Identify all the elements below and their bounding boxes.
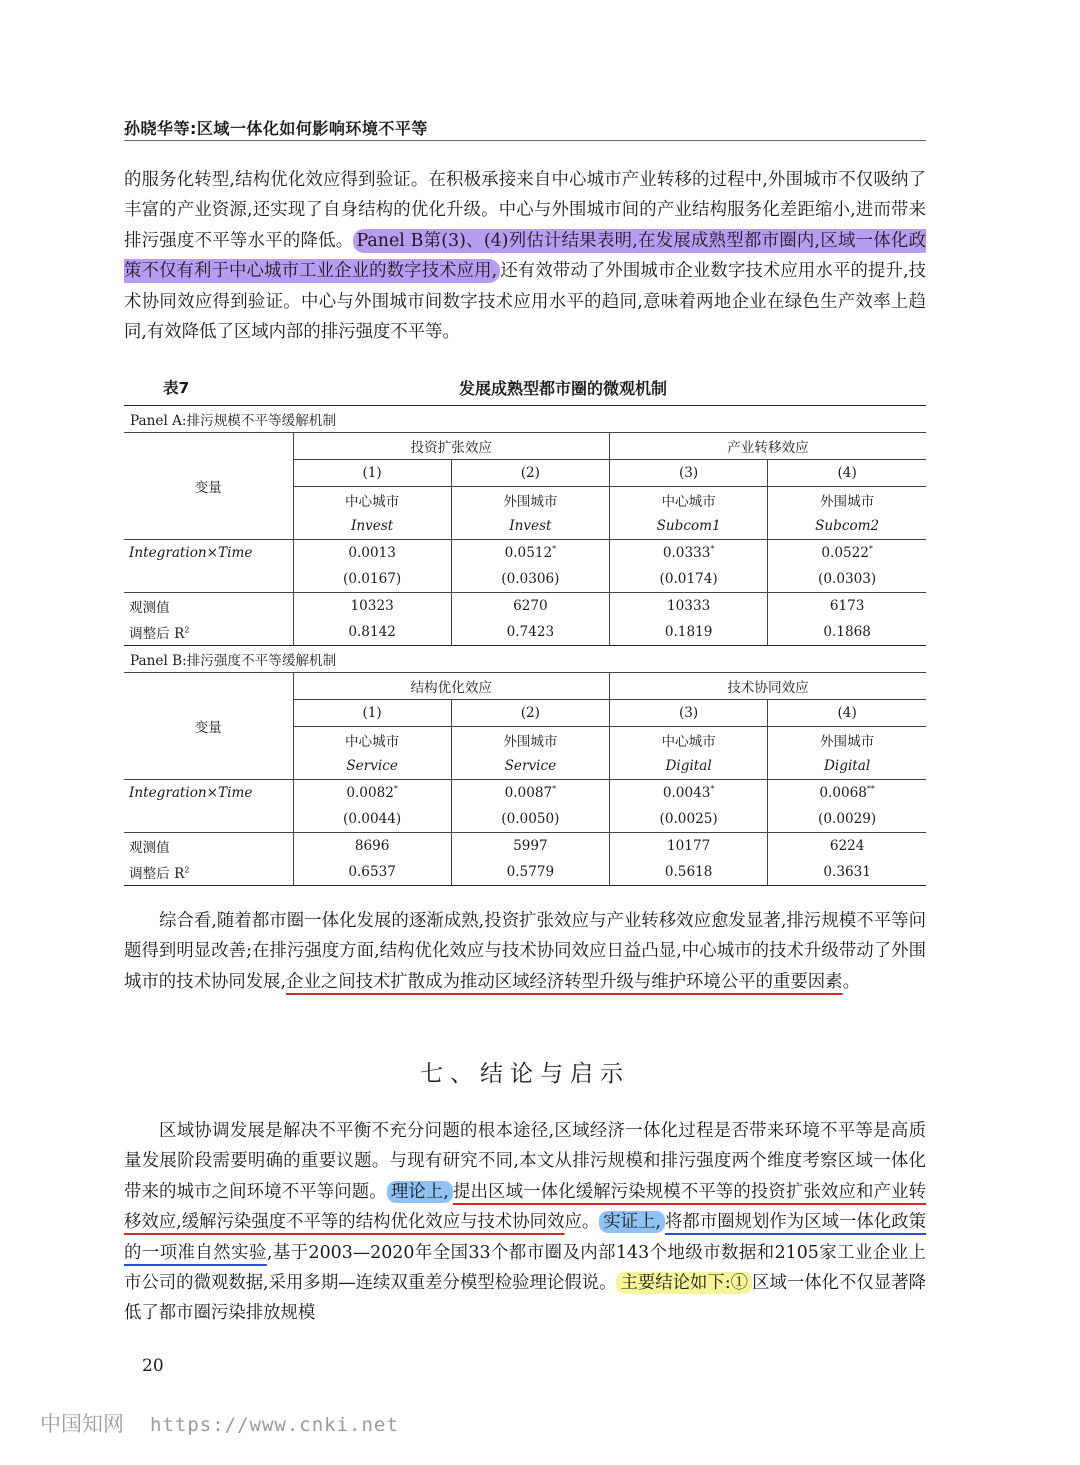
standard-error: (0.0025)	[610, 806, 768, 833]
variable-header: 变量	[124, 673, 293, 780]
para1-text-b: 还有效带动了外围城市企业数字技术应用水平的提升,技术协同效应得到验证。中心与外围城市间数字技术应用水平的趋同,意味着两地企业在绿色生产效率上趋同,有效降低了区域内部的排污强度不平等。	[124, 261, 927, 343]
purple-highlight: Panel B第(3)、(4)列估计结果表明,在发展成熟型都市圈内,区域一体化政策不仅有利于中心城市工业企业的数字技术应用,	[124, 230, 926, 282]
dependent-variable: Digital	[610, 753, 768, 780]
column-number: (3)	[610, 460, 768, 487]
significance-stars: *	[868, 544, 873, 554]
row-label-interaction: Integration×Time	[124, 780, 293, 807]
coef-value: 0.0087	[504, 785, 553, 801]
table-title: 发展成熟型都市圈的微观机制	[458, 379, 667, 398]
running-head: 孙晓华等:区域一体化如何影响环境不平等	[124, 119, 428, 138]
red-underline-annotation: 企业之间技术扩散成为推动区域经济转型升级与维护环境公平的重要因素	[286, 971, 843, 992]
table-label: 表7	[163, 379, 190, 397]
city-type: 中心城市	[293, 727, 451, 754]
blue-underline-annotation: 将都市圈规划作为区域一体化政策的一项准自然实验	[124, 1212, 926, 1263]
para2-text-b: 。	[842, 971, 860, 992]
dependent-variable: Invest	[293, 513, 451, 540]
observations: 6173	[768, 593, 926, 620]
header-rule	[124, 140, 926, 141]
para3-text-a: 区域协调发展是解决不平衡不充分问题的根本途径,区域经济一体化过程是否带来环境不平等是高质量发展阶段需要明确的重要议题。与现有研究不同,本文从排污规模和排污强度两个维度考察区域一体化带来的城市之间环境不平等问题。	[124, 1121, 926, 1202]
column-number: (3)	[610, 700, 768, 727]
results-table	[124, 405, 926, 886]
adjusted-r2: 0.5618	[610, 859, 768, 886]
adjusted-r2: 0.8142	[293, 619, 451, 646]
cnki-watermark	[40, 1408, 399, 1438]
row-label-adj-r2	[124, 619, 293, 646]
observations: 5997	[451, 833, 609, 860]
coef-value: 0.0043	[662, 785, 711, 801]
paragraph-mechanism-text	[124, 165, 926, 347]
coef-value: 0.0013	[348, 545, 396, 561]
panel-a	[124, 406, 926, 646]
group-header: 技术协同效应	[610, 673, 927, 700]
yellow-highlight: 主要结论如下:①	[616, 1272, 752, 1294]
adj-r2-text: 调整后 R	[129, 866, 185, 882]
city-type: 外围城市	[768, 727, 926, 754]
city-type: 中心城市	[610, 727, 768, 754]
panel-a-label: Panel A:排污规模不平等缓解机制	[124, 406, 926, 433]
para3-text-b: 应。	[564, 1212, 600, 1233]
observations: 10333	[610, 593, 768, 620]
adjusted-r2: 0.1819	[610, 619, 768, 646]
coefficient	[610, 540, 768, 567]
significance-stars: *	[552, 784, 557, 794]
significance-stars: *	[393, 784, 398, 794]
observations: 6270	[451, 593, 609, 620]
column-number: (1)	[293, 460, 451, 487]
paragraph-summary	[124, 906, 926, 997]
adj-r2-text: 调整后 R	[129, 626, 185, 642]
standard-error: (0.0306)	[451, 566, 609, 593]
panel-b	[124, 646, 926, 886]
group-header: 投资扩张效应	[293, 433, 610, 460]
coef-value: 0.0512	[504, 545, 553, 561]
group-header: 产业转移效应	[610, 433, 927, 460]
significance-stars: *	[710, 544, 715, 554]
coefficient	[451, 540, 609, 567]
column-number: (2)	[451, 460, 609, 487]
r2-superscript: 2	[184, 625, 190, 635]
adjusted-r2: 0.7423	[451, 619, 609, 646]
adjusted-r2: 0.3631	[768, 859, 926, 886]
para1-text-a: 的服务化转型,结构优化效应得到验证。在积极承接来自中心城市产业转移的过程中,外围城市不仅吸纳了丰富的产业资源,还实现了自身结构的优化升级。中心与外围城市间的产业结构服务化差距缩小,进而带来排污强度不平等水平的降低。	[124, 170, 926, 251]
coef-value: 0.0522	[821, 545, 869, 561]
dependent-variable: Service	[451, 753, 609, 780]
significance-stars: **	[866, 784, 875, 794]
coef-value: 0.0082	[346, 785, 394, 801]
coefficient	[768, 540, 926, 567]
adjusted-r2: 0.6537	[293, 859, 451, 886]
coefficient	[610, 780, 768, 807]
significance-stars: *	[710, 784, 715, 794]
standard-error: (0.0029)	[768, 806, 926, 833]
row-label-interaction: Integration×Time	[124, 540, 293, 567]
city-type: 外围城市	[451, 487, 609, 514]
city-type: 中心城市	[610, 487, 768, 514]
column-number: (4)	[768, 700, 926, 727]
column-number: (4)	[768, 460, 926, 487]
observations: 8696	[293, 833, 451, 860]
blue-highlight: 实证上,	[599, 1211, 665, 1233]
dependent-variable: Digital	[768, 753, 926, 780]
standard-error: (0.0167)	[293, 566, 451, 593]
observations: 10177	[610, 833, 768, 860]
row-label-observations: 观测值	[124, 593, 293, 620]
city-type: 外围城市	[768, 487, 926, 514]
city-type: 中心城市	[293, 487, 451, 514]
r2-superscript: 2	[184, 865, 190, 875]
dependent-variable: Subcom1	[610, 513, 768, 540]
standard-error: (0.0174)	[610, 566, 768, 593]
watermark-url: https://www.cnki.net	[150, 1414, 399, 1436]
red-underline-annotation: 提出区域一体化缓解污染规模不平等的投资扩张效应和产业转移效应,缓解污染强度不平等的结构优化效应与技术协同效	[124, 1181, 926, 1233]
observations: 6224	[768, 833, 926, 860]
coefficient	[451, 780, 609, 807]
blue-highlight: 理论上,	[387, 1181, 453, 1203]
dependent-variable: Invest	[451, 513, 609, 540]
panel-b-label: Panel B:排污强度不平等缓解机制	[124, 646, 926, 673]
dependent-variable: Service	[293, 753, 451, 780]
city-type: 外围城市	[451, 727, 609, 754]
column-number: (2)	[451, 700, 609, 727]
para3-text-d: 区域一体化不仅显著降低了都市圈污染排放规模	[124, 1273, 926, 1324]
adjusted-r2: 0.5779	[451, 859, 609, 886]
dependent-variable: Subcom2	[768, 513, 926, 540]
coef-value: 0.0333	[662, 545, 711, 561]
group-header: 结构优化效应	[293, 673, 610, 700]
page-number: 20	[142, 1356, 164, 1376]
column-number: (1)	[293, 700, 451, 727]
significance-stars: *	[552, 544, 557, 554]
coefficient	[768, 780, 926, 807]
row-label-adj-r2	[124, 859, 293, 886]
variable-header: 变量	[124, 433, 293, 540]
standard-error: (0.0050)	[451, 806, 609, 833]
observations: 10323	[293, 593, 451, 620]
standard-error: (0.0303)	[768, 566, 926, 593]
adjusted-r2: 0.1868	[768, 619, 926, 646]
standard-error: (0.0044)	[293, 806, 451, 833]
para2-text-a: 综合看,随着都市圈一体化发展的逐渐成熟,投资扩张效应与产业转移效应愈发显著,排污规模不平等问题得到明显改善;在排污强度方面,结构优化效应与技术协同效应日益凸显,中心城市的技术升级带动了外围城市的技术协同发展,	[124, 911, 926, 992]
section-title: 七、结论与启示	[420, 1061, 630, 1087]
coefficient	[293, 780, 451, 807]
paragraph-conclusion	[124, 1116, 926, 1329]
para3-text-c: ,基于2003—2020年全国33个都市圈及内部143个地级市数据和2105家工业企业上市公司的微观数据,采用多期—连续双重差分模型检验理论假说。	[124, 1242, 926, 1294]
coef-value: 0.0068	[819, 785, 867, 801]
watermark-name: 中国知网	[40, 1412, 124, 1436]
coefficient	[293, 540, 451, 567]
row-label-observations: 观测值	[124, 833, 293, 860]
